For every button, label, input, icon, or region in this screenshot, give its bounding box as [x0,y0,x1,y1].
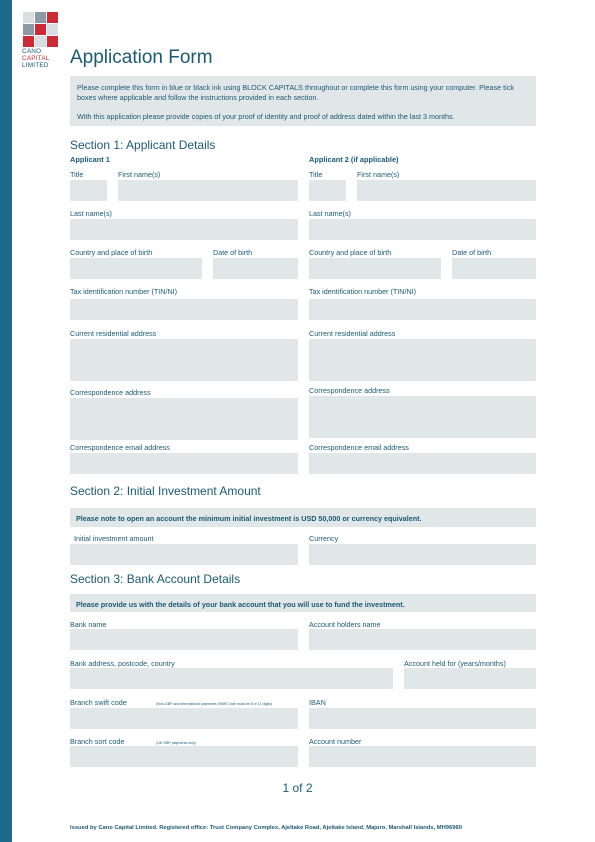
a2-tin-label: Tax identification number (TIN/NI) [309,287,417,296]
proof-notice-text: With this application please provide copies of your proof of identity and proof of address dated within the last 3 months. [77,112,455,121]
currency-field[interactable] [309,544,536,565]
a1-current-address-field[interactable] [70,339,298,381]
held-for-label: Account held for (years/months) [404,659,506,668]
bank-name-label: Bank name [70,620,107,629]
a1-title-field[interactable] [70,180,107,201]
a1-dob-field[interactable] [213,258,298,279]
a1-first-names-field[interactable] [118,180,298,201]
iban-field[interactable] [309,708,536,729]
bank-address-field[interactable] [70,668,393,689]
a2-corr-email-label: Correspondence email address [309,443,409,452]
iban-label: IBAN [309,698,326,707]
sort-code-note: (UK GBP payments only) [156,741,197,745]
swift-note: (Non-GBP and international payments SWift Code must be 8 or 11 digits) [156,702,273,706]
section1-title: Section 1: Applicant Details [70,138,216,152]
footer-text: Issued by Cano Capital Limited. Registered office: Trust Company Complex, Ajeltake Road, Ajeltake Island, Majuro, Marshall Islands, MH96960 [70,825,462,831]
holders-name-label: Account holders name [309,620,381,629]
page-title: Application Form [70,47,213,68]
a2-tin-field[interactable] [309,299,536,320]
sidebar-stripe [0,0,12,842]
a1-corr-address-label: Correspondence address [70,388,151,397]
a2-current-address-label: Current residential address [309,329,396,338]
swift-label: Branch swift code [70,698,127,707]
company-logo [22,11,60,73]
investment-amount-field[interactable] [70,544,298,565]
investment-amount-label: Initial investment amount [74,534,154,543]
a2-corr-email-field[interactable] [309,453,536,474]
a2-corr-address-field[interactable] [309,396,536,438]
applicant1-heading: Applicant 1 [70,155,110,164]
logo-squares [22,11,60,49]
a2-first-names-field[interactable] [357,180,536,201]
a1-corr-address-field[interactable] [70,398,298,440]
a2-country-birth-field[interactable] [309,258,441,279]
account-number-field[interactable] [309,746,536,767]
a1-last-names-field[interactable] [70,219,298,240]
a1-tin-field[interactable] [70,299,298,320]
a2-title-field[interactable] [309,180,346,201]
section2-title: Section 2: Initial Investment Amount [70,484,261,498]
currency-label: Currency [309,534,339,543]
a1-tin-label: Tax identification number (TIN/NI) [70,287,178,296]
instructions-text: Please complete this form in blue or black ink using BLOCK CAPITALS throughout or complete this form using your computer. Please tick boxes where applicable and follow the instructions provided in each section. [77,83,514,102]
a1-dob-label: Date of birth [213,248,253,257]
a1-country-birth-field[interactable] [70,258,202,279]
sort-code-field[interactable] [70,746,298,767]
a2-dob-field[interactable] [452,258,536,279]
a1-current-address-label: Current residential address [70,329,157,338]
a2-corr-address-label: Correspondence address [309,386,390,395]
a2-title-label: Title [309,170,323,179]
held-for-field[interactable] [404,668,536,689]
section2-notice [70,508,536,527]
a1-last-names-label: Last name(s) [70,209,112,218]
a1-corr-email-field[interactable] [70,453,298,474]
a1-first-names-label: First name(s) [118,170,161,179]
section3-title: Section 3: Bank Account Details [70,572,241,586]
a2-country-birth-label: Country and place of birth [309,248,392,257]
logo-wordmark: CANO CAPITAL LIMITED [22,48,50,70]
account-number-label: Account number [309,737,362,746]
a2-current-address-field[interactable] [309,339,536,381]
holders-name-field[interactable] [309,629,536,650]
a1-country-birth-label: Country and place of birth [70,248,153,257]
section3-notice [70,594,536,612]
bank-name-field[interactable] [70,629,298,650]
section2-notice-text: Please note to open an account the minimum initial investment is USD 50,000 or currency equivalent. [76,514,422,523]
a2-last-names-label: Last name(s) [309,209,351,218]
a2-first-names-label: First name(s) [357,170,400,179]
sort-code-label: Branch sort code [70,737,125,746]
page-number: 1 of 2 [282,781,313,795]
section3-notice-text: Please provide us with the details of your bank account that you will use to fund the investment. [76,600,405,609]
bank-address-label: Bank address, postcode, country [70,659,175,668]
a1-title-label: Title [70,170,84,179]
a2-last-names-field[interactable] [309,219,536,240]
a2-dob-label: Date of birth [452,248,492,257]
swift-field[interactable] [70,708,298,729]
applicant2-heading: Applicant 2 (if applicable) [309,155,399,164]
instructions-box [70,76,536,126]
a1-corr-email-label: Correspondence email address [70,443,170,452]
